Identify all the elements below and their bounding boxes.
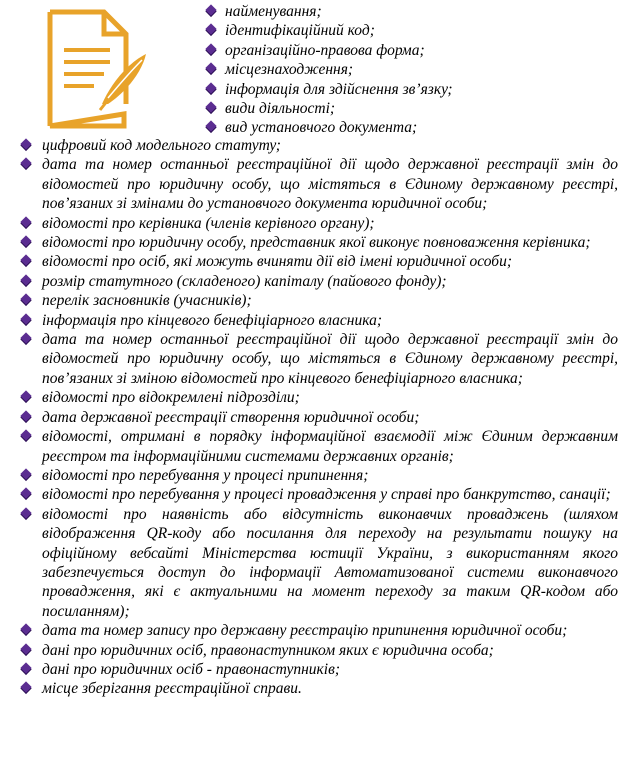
list-item [20, 155, 618, 213]
diamond-bullet-icon [20, 468, 31, 479]
list-item-text: дані про юридичних осіб, правонаступником яких є юридична особа; [42, 641, 494, 659]
list-item-text: вид установчого документа; [225, 119, 418, 137]
list-item-text: відомості про перебування у процесі провадження у справі про банкрутство, санації; [42, 486, 611, 504]
list-item [20, 311, 618, 330]
top-attribute-list [203, 2, 633, 138]
document-with-quill-icon [38, 6, 148, 134]
list-item-text: дата та номер останньої реєстраційної дії щодо державної реєстрації змін до відомостей про юридичну особу, що містяться в Єдиному державному реєстрі, пов’язаних зі змінами до установчого документа юридичної особи; [42, 156, 618, 213]
list-item [20, 621, 618, 640]
list-item [20, 252, 618, 271]
list-item-text: організаційно-правова форма; [225, 41, 425, 59]
diamond-bullet-icon [205, 101, 216, 112]
diamond-bullet-icon [205, 43, 216, 54]
list-item [203, 118, 633, 137]
diamond-bullet-icon [20, 662, 31, 673]
list-item-text: дата та номер запису про державну реєстрацію припинення юридичної особи; [42, 622, 568, 640]
list-item-text: розмір статутного (складеного) капіталу (пайового фонду); [42, 272, 447, 290]
list-item-text: відомості про керівника (членів керівного органу); [42, 214, 375, 232]
list-item-text: відомості про наявність або відсутність виконавчих проваджень (шляхом відображення QR-коду або посилання для переходу на результати пошуку на офіційному вебсайті Міністерства юстиції України, з використанням якого забезпечується доступ до інформації Автоматизованої системи виконавчого провадження, які є актуальними на момент переходу за таким QR-кодом або посиланням); [42, 505, 618, 620]
list-item [203, 80, 633, 99]
diamond-bullet-icon [20, 313, 31, 324]
list-item [203, 41, 633, 60]
list-item [20, 291, 618, 310]
list-item [20, 505, 618, 621]
diamond-bullet-icon [205, 82, 216, 93]
list-item [203, 60, 633, 79]
list-item [20, 408, 618, 427]
list-item [20, 214, 618, 233]
list-item-text: місцезнаходження; [225, 61, 354, 79]
list-item [20, 679, 618, 698]
list-item [20, 233, 618, 252]
diamond-bullet-icon [20, 391, 31, 402]
list-item [20, 660, 618, 679]
list-item [20, 136, 618, 155]
diamond-bullet-icon [20, 235, 31, 246]
list-item-text: відомості про юридичну особу, представник якої виконує повноваження керівника; [42, 234, 591, 252]
list-item-text: відомості про відокремлені підрозділи; [42, 389, 300, 407]
list-item-text: інформація для здійснення зв’язку; [225, 80, 453, 98]
diamond-bullet-icon [205, 121, 216, 132]
diamond-bullet-icon [20, 158, 31, 169]
list-item-text: дані про юридичних осіб - правонаступників; [42, 660, 341, 678]
list-item-text: відомості про перебування у процесі припинення; [42, 466, 369, 484]
diamond-bullet-icon [205, 24, 216, 35]
diamond-bullet-icon [20, 410, 31, 421]
list-item [203, 2, 633, 21]
diamond-bullet-icon [20, 274, 31, 285]
diamond-bullet-icon [20, 682, 31, 693]
diamond-bullet-icon [20, 429, 31, 440]
diamond-bullet-icon [20, 255, 31, 266]
list-item [20, 485, 618, 504]
main-attribute-list [20, 136, 618, 699]
list-item-text: інформація про кінцевого бенефіціарного власника; [42, 311, 382, 329]
list-item [203, 21, 633, 40]
list-item-text: дата державної реєстрації створення юридичної особи; [42, 408, 420, 426]
diamond-bullet-icon [20, 643, 31, 654]
diamond-bullet-icon [20, 623, 31, 634]
list-item [20, 466, 618, 485]
diamond-bullet-icon [205, 4, 216, 15]
list-item-text: перелік засновників (учасників); [42, 292, 252, 310]
diamond-bullet-icon [20, 507, 31, 518]
list-item [20, 330, 618, 388]
list-item-text: дата та номер останньої реєстраційної дії щодо державної реєстрації змін до відомостей про юридичну особу, що містяться в Єдиному державному реєстрі, пов’язаних зі зміною відомостей про кінцевого бенефіціарного власника; [42, 331, 618, 387]
list-item [20, 272, 618, 291]
list-item-text: ідентифікаційний код; [225, 22, 375, 40]
diamond-bullet-icon [20, 294, 31, 305]
list-item-text: найменування; [225, 3, 322, 20]
list-item-text: відомості, отримані в порядку інформаційної взаємодії між Єдиним державним реєстром та інформаційними системами державних органів; [42, 428, 618, 465]
list-item-text: види діяльності; [225, 100, 336, 118]
diamond-bullet-icon [205, 63, 216, 74]
diamond-bullet-icon [20, 216, 31, 227]
list-item [203, 99, 633, 118]
list-item-text: місце зберігання реєстраційної справи. [42, 680, 302, 698]
list-item [20, 641, 618, 660]
list-item-text: цифровий код модельного статуту; [42, 137, 281, 154]
diamond-bullet-icon [20, 138, 31, 149]
diamond-bullet-icon [20, 488, 31, 499]
diamond-bullet-icon [20, 332, 31, 343]
list-item [20, 388, 618, 407]
list-item [20, 427, 618, 466]
list-item-text: відомості про осіб, які можуть вчиняти дії від імені юридичної особи; [42, 253, 512, 271]
